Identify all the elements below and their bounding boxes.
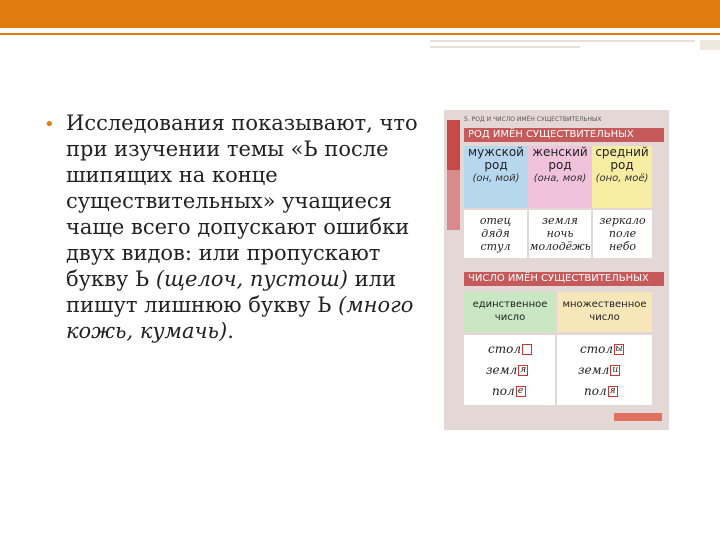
ending-box: [522, 344, 532, 355]
number-label: единственное: [472, 299, 548, 310]
gender-label: род: [610, 158, 634, 172]
gender-examples-feminine: [529, 210, 591, 258]
poster-footer-logo: [614, 413, 662, 421]
poster-side-tag: [447, 170, 460, 230]
word-stem: земл: [486, 363, 518, 377]
example-word: отец: [479, 214, 512, 227]
number-example-word: [584, 384, 618, 398]
ending-box: я: [608, 386, 618, 397]
decorative-line: [430, 46, 580, 48]
number-example-word: [578, 363, 620, 377]
number-example-word: [492, 384, 526, 398]
number-example-word: [580, 342, 624, 356]
text-segment: или пишут лишнюю букву Ь: [66, 267, 397, 317]
top-bar: [0, 0, 720, 28]
number-label: число: [589, 312, 620, 323]
slide-body-text: [66, 110, 436, 344]
word-stem: земл: [578, 363, 610, 377]
text-segment: Исследования показывают, что при изучении темы «Ь после шипящих на конце существительных» учащиеся чаще всего допускают ошибки двух видов: или пропускают букву Ь: [66, 111, 418, 291]
poster-side-stripe: [447, 120, 460, 170]
example-word: зеркало: [599, 214, 646, 227]
word-stem: стол: [488, 342, 521, 356]
gender-examples-masculine: [464, 210, 527, 258]
ending-box: е: [516, 386, 526, 397]
gender-pronouns: (он, мой): [472, 173, 520, 184]
text-italic-example: (много кожь, кумачь): [66, 293, 414, 343]
number-label: число: [494, 312, 526, 323]
gender-pronouns: (оно, моё): [595, 173, 649, 184]
example-word: дядя: [481, 227, 510, 240]
example-word: небо: [608, 240, 637, 253]
example-word: поле: [608, 227, 637, 240]
gender-label: мужской: [468, 145, 524, 159]
gender-label: род: [548, 158, 572, 172]
poster-header-gender: РОД ИМЁН СУЩЕСТВИТЕЛЬНЫХ: [464, 128, 664, 142]
number-label: множественное: [562, 299, 647, 310]
number-example-word: [486, 363, 528, 377]
text-italic-example: (щелоч, пустош): [155, 267, 348, 291]
example-word: стул: [480, 240, 511, 253]
gender-label: средний: [595, 145, 649, 159]
decorative-block: [700, 40, 720, 50]
grammar-poster: [444, 110, 669, 430]
gender-cell-feminine: [528, 146, 592, 208]
number-example-word: [488, 342, 532, 356]
example-word: молодёжь: [529, 240, 591, 253]
gender-cell-masculine: [464, 146, 528, 208]
bullet-icon: •: [44, 114, 55, 135]
number-cell-singular: [464, 292, 556, 332]
top-line: [0, 33, 720, 35]
text-segment: .: [227, 319, 234, 343]
word-stem: пол: [584, 384, 607, 398]
gender-examples-neuter: [593, 210, 652, 258]
ending-box: я: [518, 365, 528, 376]
gender-label: женский: [532, 145, 588, 159]
gender-pronouns: (она, моя): [533, 173, 587, 184]
example-word: ночь: [546, 227, 574, 240]
word-stem: пол: [492, 384, 515, 398]
gender-cell-neuter: [592, 146, 652, 208]
ending-box: ы: [615, 344, 623, 354]
poster-caption: 5. РОД И ЧИСЛО ИМЁН СУЩЕСТВИТЕЛЬНЫХ: [464, 116, 602, 123]
word-stem: стол: [580, 342, 613, 356]
poster-header-number: ЧИСЛО ИМЁН СУЩЕСТВИТЕЛЬНЫХ: [464, 272, 664, 286]
gender-label: род: [484, 158, 508, 172]
ending-box: и: [610, 365, 620, 376]
decorative-line: [430, 40, 695, 42]
number-cell-plural: [557, 292, 652, 332]
example-word: земля: [542, 214, 578, 227]
